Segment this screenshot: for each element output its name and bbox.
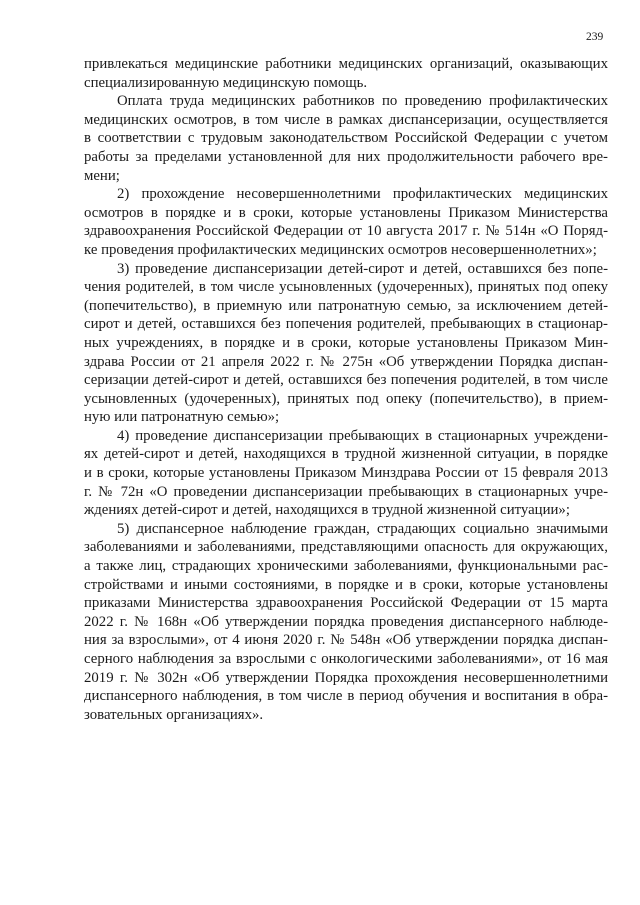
text-line: работы за пределами установленной для них продолжительности рабочего вре-: [84, 148, 608, 165]
text-line: ния за взрослыми», от 4 июня 2020 г. № 548н «Об утверждении порядка диспан-: [84, 632, 608, 649]
text-line: зовательных организациях».: [84, 706, 264, 723]
paragraph: [84, 55, 608, 92]
text-line: мени;: [84, 167, 120, 184]
text-line: и в сроки, которые установлены Приказом Минздрава России от 15 февраля 2013: [84, 465, 608, 482]
text-line: (попечительство), в приемную или патронатную семью, за исключением детей-: [84, 297, 608, 314]
text-line: ную или патронатную семью»;: [84, 409, 280, 426]
text-line: серизации детей-сирот и детей, оставшихся без попечения родителей, в том числе: [84, 372, 608, 389]
text-line: ях детей-сирот и детей, находящихся в трудной жизненной ситуации, в порядке: [84, 446, 608, 463]
text-line: чения родителей, в том числе усыновленных (удочеренных), принятых под опеку: [84, 279, 608, 296]
page-number: 239: [586, 31, 604, 43]
paragraph: [84, 520, 608, 725]
text-line: 2019 г. № 302н «Об утверждении Порядка прохождения несовершеннолетними: [84, 669, 608, 686]
text-line: заболеваниями и заболеваниями, представляющими опасность для окружающих,: [84, 539, 608, 556]
text-line: сирот и детей, оставшихся без попечения родителей, пребывающих в стационар-: [84, 316, 608, 333]
text-line: здравоохранения Российской Федерации от 10 августа 2017 г. № 514н «О Поряд-: [84, 223, 608, 240]
text-line: ных учреждениях, в порядке и в сроки, которые установлены Приказом Мин-: [84, 334, 608, 351]
text-line: приказами Министерства здравоохранения Российской Федерации от 15 марта: [84, 595, 608, 612]
text-line: а также лиц, страдающих хроническими заболеваниями, функциональными рас-: [84, 558, 608, 575]
text-line: 4) проведение диспансеризации пребывающих в стационарных учреждени-: [117, 427, 608, 444]
text-line: 3) проведение диспансеризации детей-сирот и детей, оставшихся без попе-: [117, 260, 608, 277]
text-line: осмотров в порядке и в сроки, которые установлены Приказом Министерства: [84, 204, 608, 221]
text-line: серного наблюдения за взрослыми с онкологическими заболеваниями», от 16 мая: [84, 651, 608, 667]
text-line: Оплата труда медицинских работников по проведению профилактических: [117, 93, 608, 110]
text-line: специализированную медицинскую помощь.: [84, 74, 368, 91]
paragraph: [84, 427, 608, 520]
paragraph: [84, 92, 608, 185]
text-line: усыновленных (удочеренных), принятых под опеку (попечительство), в прием-: [84, 390, 608, 407]
text-line: 2022 г. № 168н «Об утверждении порядка проведения диспансерного наблюде-: [84, 613, 608, 630]
text-line: медицинских осмотров, в том числе в рамках диспансеризации, осуществляется: [84, 111, 608, 128]
text-line: ждениях детей-сирот и детей, находящихся в трудной жизненной ситуации»;: [84, 502, 570, 519]
text-line: здрава России от 21 апреля 2022 г. № 275н «Об утверждении Порядка диспан-: [84, 353, 608, 370]
text-line: в соответствии с трудовым законодательством Российской Федерации с учетом: [84, 130, 608, 147]
body-text: [84, 55, 608, 724]
text-line: стройствами и иными состояниями, в порядке и в сроки, которые установлены: [84, 576, 608, 593]
text-line: 2) прохождение несовершеннолетними профилактических медицинских: [117, 186, 608, 203]
text-line: г. № 72н «О проведении диспансеризации пребывающих в стационарных учре-: [84, 483, 608, 500]
text-line: 5) диспансерное наблюдение граждан, страдающих социально значимыми: [117, 520, 608, 537]
paragraph: [84, 185, 608, 259]
text-line: привлекаться медицинские работники медицинских организаций, оказывающих: [84, 56, 608, 72]
text-line: диспансерного наблюдения, в том числе в период обучения и воспитания в обра-: [84, 688, 608, 705]
text-line: ке проведения профилактических медицинских осмотров несовершеннолетних»;: [84, 241, 597, 258]
paragraph: [84, 260, 608, 427]
